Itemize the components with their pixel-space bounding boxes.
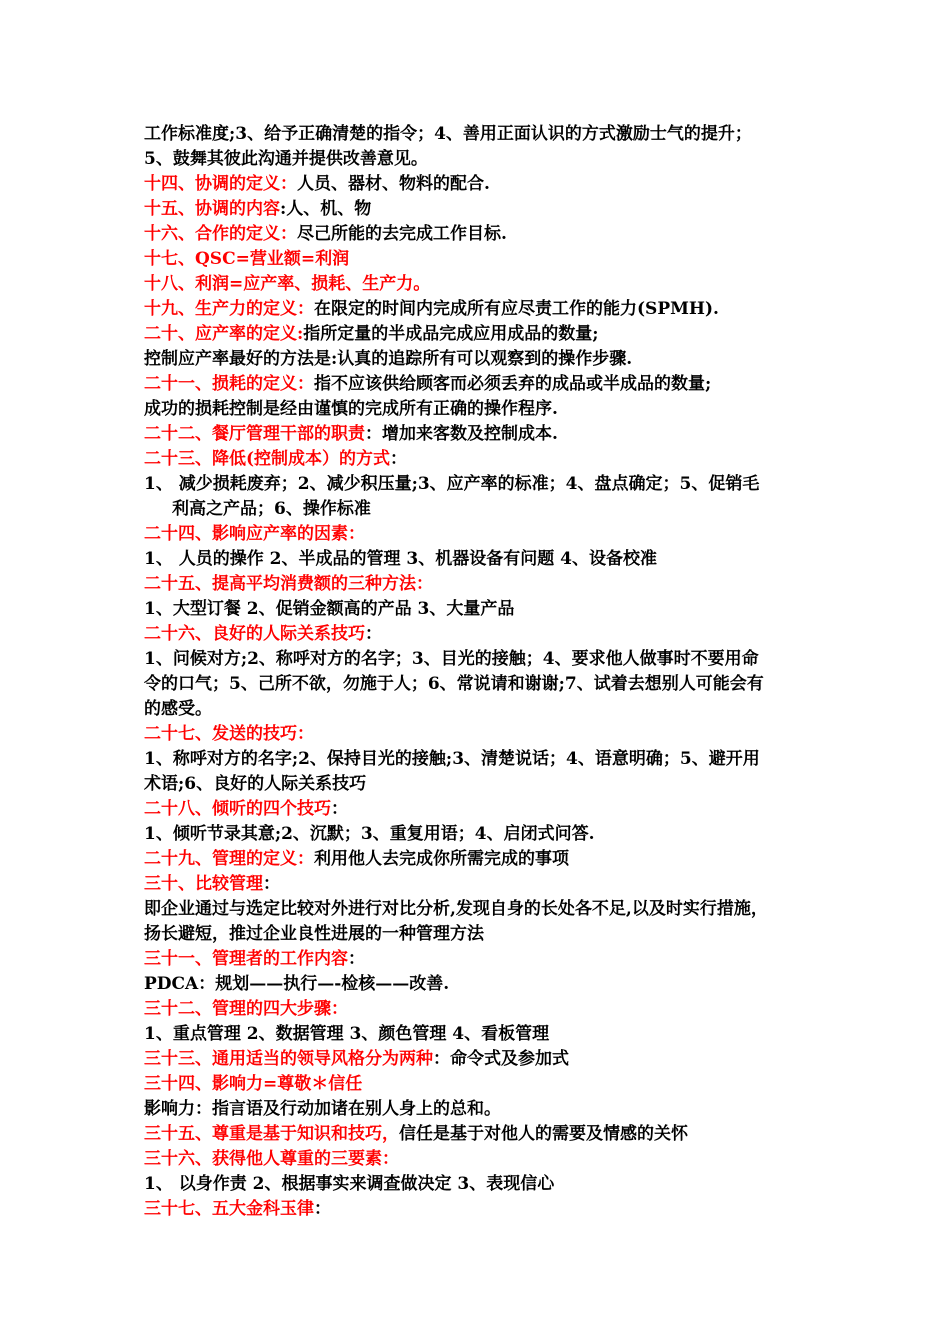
section-heading: 二十一、损耗的定义： xyxy=(144,374,314,394)
body-text-line xyxy=(144,772,844,797)
section-heading-line xyxy=(144,272,844,297)
body-text-line xyxy=(144,472,844,497)
body-text-line xyxy=(144,1097,844,1122)
section-heading: 三十六、获得他人尊重的三要素： xyxy=(144,1149,399,1169)
body-text-line xyxy=(144,597,844,622)
section-heading-line xyxy=(144,522,844,547)
body-text: 1、重点管理 2、数据管理 3、颜色管理 4、看板管理 xyxy=(144,1024,550,1044)
body-text: 指不应该供给顾客而必须丢弃的成品或半成品的数量; xyxy=(314,374,712,394)
section-heading: 二十八、倾听的四个技巧 xyxy=(144,799,331,819)
body-text: 利高之产品；6、操作标准 xyxy=(172,499,371,519)
body-text-line xyxy=(144,1172,844,1197)
body-text: 1、 人员的操作 2、半成品的管理 3、机器设备有问题 4、设备校准 xyxy=(144,549,657,569)
section-heading-line xyxy=(144,797,844,822)
section-heading: 十七、QSC=营业额=利润 xyxy=(144,249,350,269)
body-text: ： xyxy=(314,1199,331,1219)
section-heading: 二十九、管理的定义： xyxy=(144,849,314,869)
section-heading: 十五、协调的内容 xyxy=(144,199,280,219)
section-heading: 二十七、发送的技巧： xyxy=(144,724,314,744)
body-text-line xyxy=(144,147,844,172)
section-heading: 三十五、尊重是基于知识和技巧， xyxy=(144,1124,399,1144)
body-text: ： xyxy=(390,449,408,469)
body-text: 5、鼓舞其彼此沟通并提供改善意见。 xyxy=(144,149,428,169)
section-heading-line xyxy=(144,1122,844,1147)
body-text: 1、大型订餐 2、促销金额高的产品 3、大量产品 xyxy=(144,599,515,619)
section-heading-line xyxy=(144,997,844,1022)
body-text: 的感受。 xyxy=(144,699,212,719)
body-text: 指所定量的半成品完成应用成品的数量; xyxy=(303,324,599,344)
section-heading-line xyxy=(144,722,844,747)
body-text: 扬长避短，推过企业良性进展的一种管理方法 xyxy=(144,924,484,944)
section-heading-line xyxy=(144,222,844,247)
section-heading-line xyxy=(144,847,844,872)
section-heading: 十四、协调的定义： xyxy=(144,174,297,194)
section-heading: 二十六、良好的人际关系技巧 xyxy=(144,624,365,644)
section-heading: 十九、生产力的定义： xyxy=(144,299,314,319)
section-heading: 三十七、五大金科玉律 xyxy=(144,1199,314,1219)
body-text-line xyxy=(144,972,844,997)
body-text: 1、 以身作责 2、根据事实来调查做决定 3、表现信心 xyxy=(144,1174,555,1194)
section-heading: 二十、应产率的定义: xyxy=(144,324,304,344)
document-page xyxy=(144,122,844,1222)
section-heading: 三十一、管理者的工作内容 xyxy=(144,949,348,969)
section-heading-line xyxy=(144,1147,844,1172)
section-heading-line xyxy=(144,947,844,972)
section-heading: 三十三、通用适当的领导风格分为两种 xyxy=(144,1049,433,1069)
section-heading-line xyxy=(144,1047,844,1072)
body-text: 工作标准度;3、给予正确清楚的指令；4、善用正面认识的方式激励士气的提升； xyxy=(144,124,752,144)
body-text: ： xyxy=(365,624,382,644)
body-text-line xyxy=(144,822,844,847)
body-text: 信任是基于对他人的需要及情感的关怀 xyxy=(399,1124,688,1144)
section-heading-line xyxy=(144,622,844,647)
section-heading-line xyxy=(144,172,844,197)
body-text: 1、问候对方;2、称呼对方的名字；3、目光的接触；4、要求他人做事时不要用命 xyxy=(144,649,759,669)
body-text: ： xyxy=(263,874,280,894)
body-text-line xyxy=(144,647,844,672)
section-heading: 二十五、提高平均消费额的三种方法： xyxy=(144,574,433,594)
body-text: 在限定的时间内完成所有应尽责工作的能力(SPMH). xyxy=(314,299,719,319)
body-text-line xyxy=(144,672,844,697)
section-heading-line xyxy=(144,872,844,897)
body-text: 人员、器材、物料的配合. xyxy=(297,174,490,194)
section-heading: 二十三、降低(控制成本）的方式 xyxy=(144,449,391,469)
body-text-line xyxy=(144,747,844,772)
section-heading-line xyxy=(144,447,844,472)
body-text: ：增加来客数及控制成本. xyxy=(365,424,558,444)
body-text: ： xyxy=(331,799,348,819)
section-heading-line xyxy=(144,1072,844,1097)
section-heading: 十八、利润=应产率、损耗、生产力。 xyxy=(144,274,431,294)
section-heading-line xyxy=(144,247,844,272)
section-heading: 二十四、影响应产率的因素： xyxy=(144,524,365,544)
body-text: 术语;6、良好的人际关系技巧 xyxy=(144,774,367,794)
section-heading: 二十二、餐厅管理干部的职责 xyxy=(144,424,365,444)
section-heading: 三十、比较管理 xyxy=(144,874,263,894)
body-text-line xyxy=(144,397,844,422)
body-text: 尽己所能的去完成工作目标. xyxy=(297,224,507,244)
section-heading-line xyxy=(144,297,844,322)
section-heading: 三十二、管理的四大步骤： xyxy=(144,999,348,1019)
body-text: ：命令式及参加式 xyxy=(433,1049,569,1069)
body-text: 令的口气；5、己所不欲，勿施于人；6、常说请和谢谢;7、试着去想别人可能会有 xyxy=(144,674,764,694)
body-text-line xyxy=(144,697,844,722)
body-text: 1、称呼对方的名字;2、保持目光的接触;3、清楚说话；4、语意明确；5、避开用 xyxy=(144,749,760,769)
section-heading-line xyxy=(144,572,844,597)
body-text: 成功的损耗控制是经由谨慎的完成所有正确的操作程序. xyxy=(144,399,558,419)
body-text-line xyxy=(144,547,844,572)
body-text: ： xyxy=(348,949,365,969)
body-text-line xyxy=(144,1022,844,1047)
section-heading-line xyxy=(144,322,844,347)
section-heading-line xyxy=(144,372,844,397)
section-heading-line xyxy=(144,197,844,222)
section-heading: 三十四、影响力=尊敬＊信任 xyxy=(144,1074,363,1094)
body-text-line xyxy=(144,922,844,947)
body-text: 即企业通过与选定比较对外进行对比分析,发现自身的长处各不足,以及时实行措施， xyxy=(144,899,768,919)
body-text: 影响力：指言语及行动加诸在别人身上的总和。 xyxy=(144,1099,501,1119)
body-text: 利用他人去完成你所需完成的事项 xyxy=(314,849,569,869)
body-text: PDCA：规划——执行—-检核——改善. xyxy=(144,974,450,994)
section-heading: 十六、合作的定义： xyxy=(144,224,297,244)
body-text-line xyxy=(144,122,844,147)
body-text-line xyxy=(144,497,844,522)
body-text-line xyxy=(144,347,844,372)
body-text-line xyxy=(144,897,844,922)
section-heading-line xyxy=(144,422,844,447)
body-text: 1、倾听节录其意;2、沉默；3、重复用语；4、启闭式问答. xyxy=(144,824,595,844)
body-text: 控制应产率最好的方法是:认真的追踪所有可以观察到的操作步骤. xyxy=(144,349,633,369)
body-text: :人、机、物 xyxy=(280,199,372,219)
section-heading-line xyxy=(144,1197,844,1222)
body-text: 1、 减少损耗废弃；2、减少积压量;3、应产率的标准；4、盘点确定；5、促销毛 xyxy=(144,474,760,494)
